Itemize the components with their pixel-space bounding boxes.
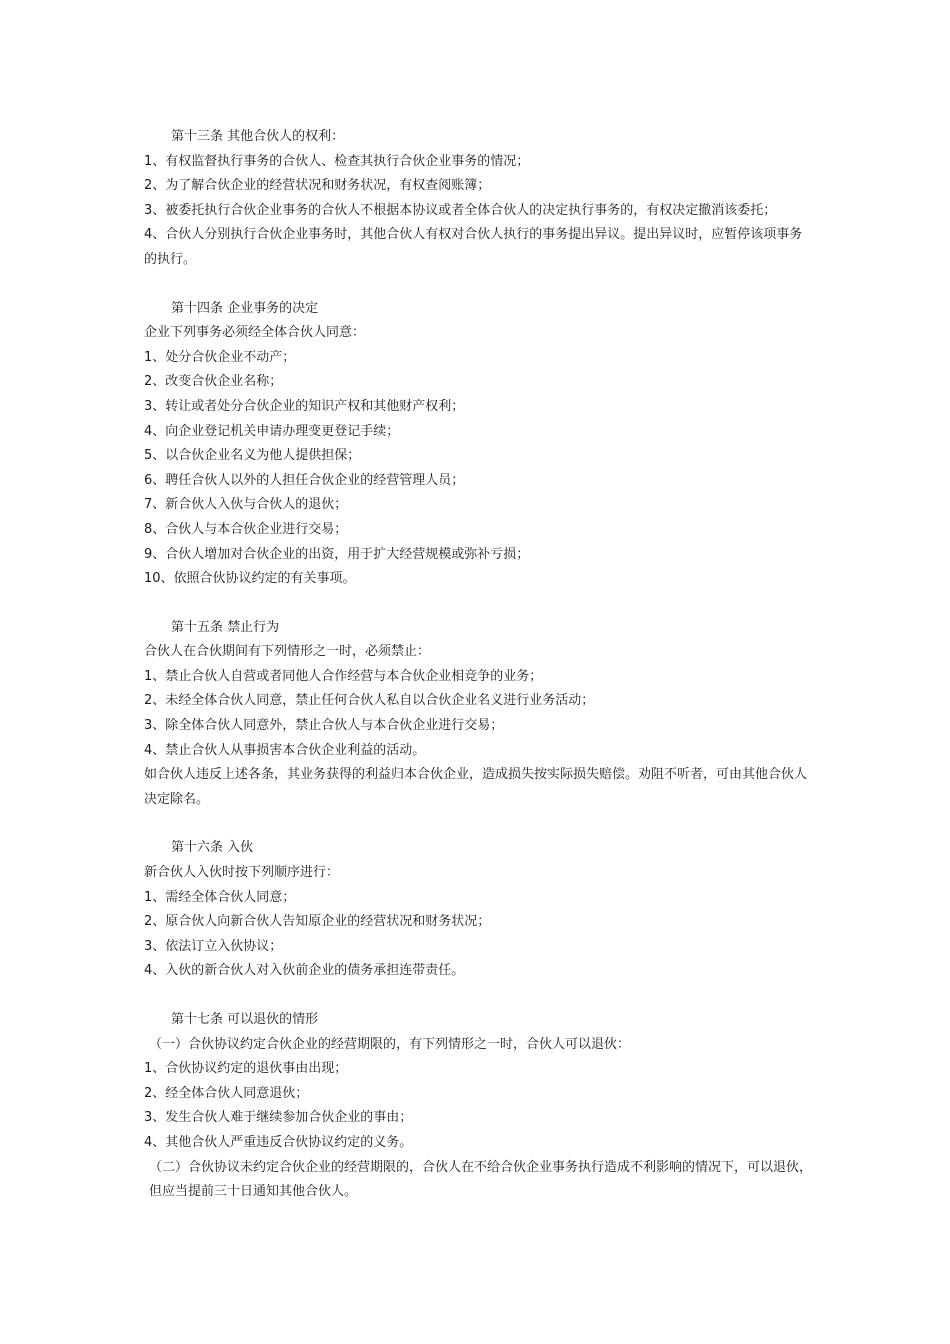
article-17 — [144, 1008, 814, 1205]
article-line: 4、向企业登记机关申请办理变更登记手续； — [144, 423, 400, 439]
article-line: 2、改变合伙企业名称； — [144, 374, 283, 390]
article-line: 3、被委托执行合伙企业事务的合伙人不根据本协议或者全体合伙人的决定执行事务的，有权决定撤消该委托； — [144, 202, 777, 218]
article-heading: 第十四条 企业事务的决定 — [171, 300, 319, 316]
article-line: 7、新合伙人入伙与合伙人的退伙； — [144, 497, 348, 513]
article-line: 1、有权监督执行事务的合伙人、检查其执行合伙企业事务的情况； — [144, 153, 530, 169]
article-line: 2、为了解合伙企业的经营状况和财务状况，有权查阅账簿； — [144, 178, 491, 194]
article-line: 4、入伙的新合伙人对入伙前企业的债务承担连带责任。 — [144, 963, 465, 979]
article-line: 1、合伙协议约定的退伙事由出现； — [144, 1061, 348, 1077]
article-14 — [144, 297, 814, 592]
article-line: 6、聘任合伙人以外的人担任合伙企业的经营管理人员； — [144, 472, 465, 488]
article-line: 如合伙人违反上述各条，其业务获得的利益归本合伙企业，造成损失按实际损失赔偿。劝阻不听者，可由其他合伙人决定除名。 — [144, 767, 808, 807]
article-line: 4、其他合伙人严重违反合伙协议约定的义务。 — [144, 1134, 413, 1150]
article-line: 3、除全体合伙人同意外，禁止合伙人与本合伙企业进行交易； — [144, 718, 504, 734]
document-page — [144, 125, 814, 1229]
article-subclause: （一）合伙协议约定合伙企业的经营期限的，有下列情形之一时，合伙人可以退伙： — [149, 1036, 631, 1052]
article-line: 1、需经全体合伙人同意； — [144, 889, 296, 905]
article-13 — [144, 125, 814, 273]
article-heading: 第十七条 可以退伙的情形 — [171, 1012, 319, 1027]
article-line: 1、禁止合伙人自营或者同他人合作经营与本合伙企业相竞争的业务； — [144, 668, 543, 684]
article-line: 3、发生合伙人难于继续参加合伙企业的事由； — [144, 1110, 413, 1126]
article-heading: 第十五条 禁止行为 — [171, 619, 280, 635]
article-line: 合伙人在合伙期间有下列情形之一时，必须禁止： — [144, 644, 431, 660]
article-heading: 第十三条 其他合伙人的权利： — [171, 129, 345, 144]
article-line: 新合伙人入伙时按下列顺序进行： — [144, 865, 340, 881]
article-line: 2、未经全体合伙人同意，禁止任何合伙人私自以合伙企业名义进行业务活动； — [144, 693, 595, 709]
article-line: 10、依照合伙协议约定的有关事项。 — [144, 571, 356, 587]
article-line: 9、合伙人增加对合伙企业的出资，用于扩大经营规模或弥补亏损； — [144, 546, 530, 562]
article-line: 8、合伙人与本合伙企业进行交易； — [144, 521, 348, 537]
article-line: 3、依法订立入伙协议； — [144, 938, 283, 954]
article-line: 5、以合伙企业名义为他人提供担保； — [144, 448, 361, 464]
article-line: 2、原合伙人向新合伙人告知原企业的经营状况和财务状况； — [144, 914, 491, 930]
article-heading: 第十六条 入伙 — [171, 840, 254, 856]
article-16 — [144, 836, 814, 984]
article-line: 企业下列事务必须经全体合伙人同意： — [144, 325, 366, 341]
article-line: 4、合伙人分别执行合伙企业事务时，其他合伙人有权对合伙人执行的事务提出异议。提出异议时，应暂停该项事务的执行。 — [144, 227, 803, 267]
article-line: 2、经全体合伙人同意退伙； — [144, 1085, 309, 1101]
article-15 — [144, 616, 814, 813]
article-line: 4、禁止合伙人从事损害本合伙企业利益的活动。 — [144, 742, 426, 758]
article-line: 1、处分合伙企业不动产； — [144, 349, 296, 365]
article-subclause: （二）合伙协议未约定合伙企业的经营期限的，合伙人在不给合伙企业事务执行造成不利影响的情况下，可以退伙，但应当提前三十日通知其他合伙人。 — [149, 1159, 813, 1200]
article-line: 3、转让或者处分合伙企业的知识产权和其他财产权利； — [144, 398, 465, 414]
